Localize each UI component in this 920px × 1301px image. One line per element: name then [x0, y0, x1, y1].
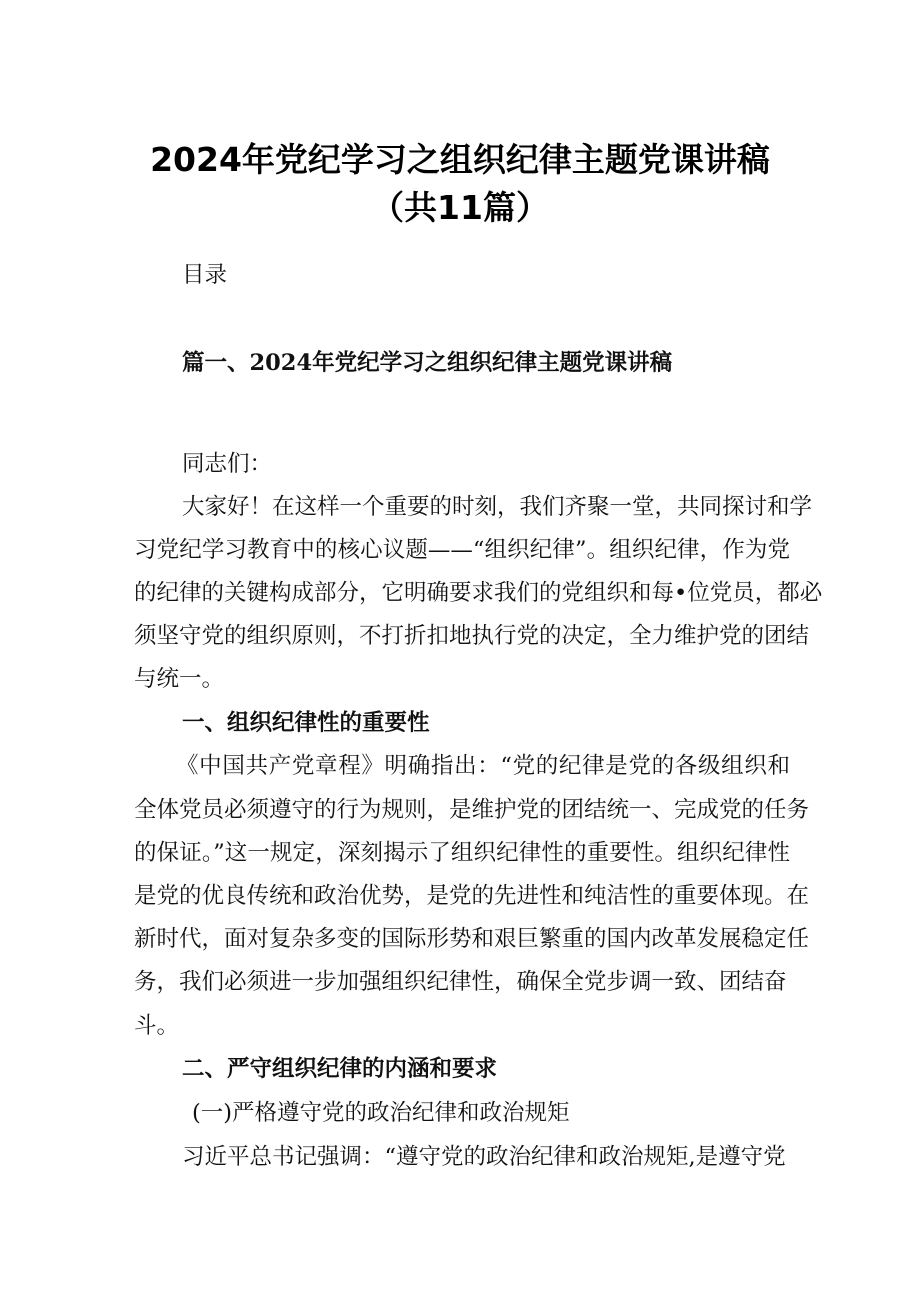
intro-line-4: 须坚守党的组织原则，不打折扣地执行党的决定，全力维护党的团结 [134, 623, 810, 649]
toc-label: 目录 [182, 262, 228, 288]
section-1-line-7: 斗。 [134, 1013, 180, 1039]
subsection-1-line-1: 习近平总书记强调：“遵守党的政治纪律和政治规矩,是遵守党 [182, 1144, 786, 1170]
salutation: 同志们： [182, 451, 273, 477]
subsection-1-heading: (一)严格遵守党的政治纪律和政治规矩 [192, 1100, 570, 1126]
toc-entry-1: 篇一、2024年党纪学习之组织纪律主题党课讲稿 [182, 350, 673, 376]
section-1-line-4: 是党的优良传统和政治优势，是党的先进性和纯洁性的重要体现。在 [134, 883, 810, 909]
intro-line-2: 习党纪学习教育中的核心议题——“组织纪律”。组织纪律，作为党 [134, 537, 790, 563]
section-1-line-6: 务，我们必须进一步加强组织纪律性，确保全党步调一致、团结奋 [134, 969, 787, 995]
intro-line-5: 与统一。 [134, 666, 225, 692]
section-1-line-1: 《中国共产党章程》明确指出：“党的纪律是党的各级组织和 [176, 753, 790, 779]
section-1-line-5: 新时代，面对复杂多变的国际形势和艰巨繁重的国内改革发展稳定任 [134, 926, 810, 952]
intro-line-3: 的纪律的关键构成部分，它明确要求我们的党组织和每•位党员，都必 [134, 580, 823, 606]
section-1-line-3: 的保证。”这一规定，深刻揭示了组织纪律性的重要性。组织纪律性 [134, 840, 790, 866]
section-1-line-2: 全体党员必须遵守的行为规则，是维护党的团结统一、完成党的任务 [134, 797, 810, 823]
section-2-heading: 二、严守组织纪律的内涵和要求 [182, 1056, 498, 1082]
document-title-line-2: （共11篇） [371, 188, 549, 227]
intro-line-1: 大家好！在这样一个重要的时刻，我们齐聚一堂，共同探讨和学 [182, 494, 813, 520]
document-title-line-1: 2024年党纪学习之组织纪律主题党课讲稿 [150, 140, 770, 179]
section-1-heading: 一、组织纪律性的重要性 [182, 710, 430, 736]
